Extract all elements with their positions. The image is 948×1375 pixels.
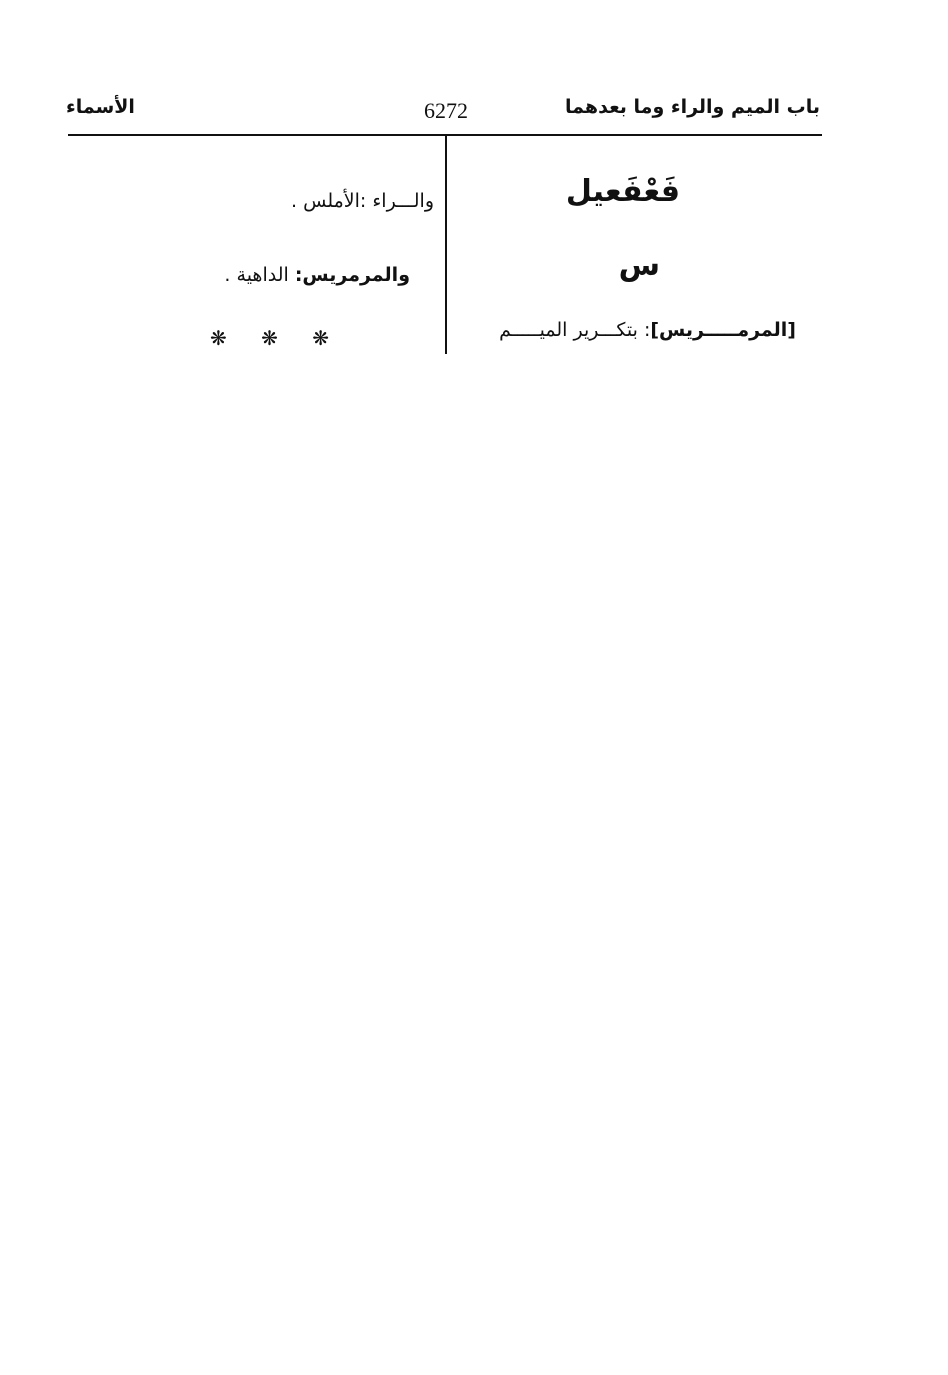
right-column [450,136,820,356]
definition-line-2 [224,264,410,286]
page-number: 6272 [424,98,468,123]
running-header [66,96,820,132]
letter-heading: س [618,248,660,283]
section-separator: ❋ ❋ ❋ [210,326,343,350]
definition-line-1: والـــراء :الأملس . [291,190,434,212]
pattern-heading: فَعْفَعيل [565,174,680,209]
entry-term: [المرمـــــريس] [650,319,796,341]
chapter-title: باب الميم والراء وما بعدهما [565,96,820,118]
left-column [150,136,434,356]
definition-term: والمرمريس: [294,264,410,286]
section-title: الأسماء [66,96,135,118]
dictionary-entry [499,319,796,341]
column-divider [445,134,447,354]
entry-text: : بتكـــرير الميـــــم [499,319,651,341]
definition-text: الداهية . [224,264,295,286]
